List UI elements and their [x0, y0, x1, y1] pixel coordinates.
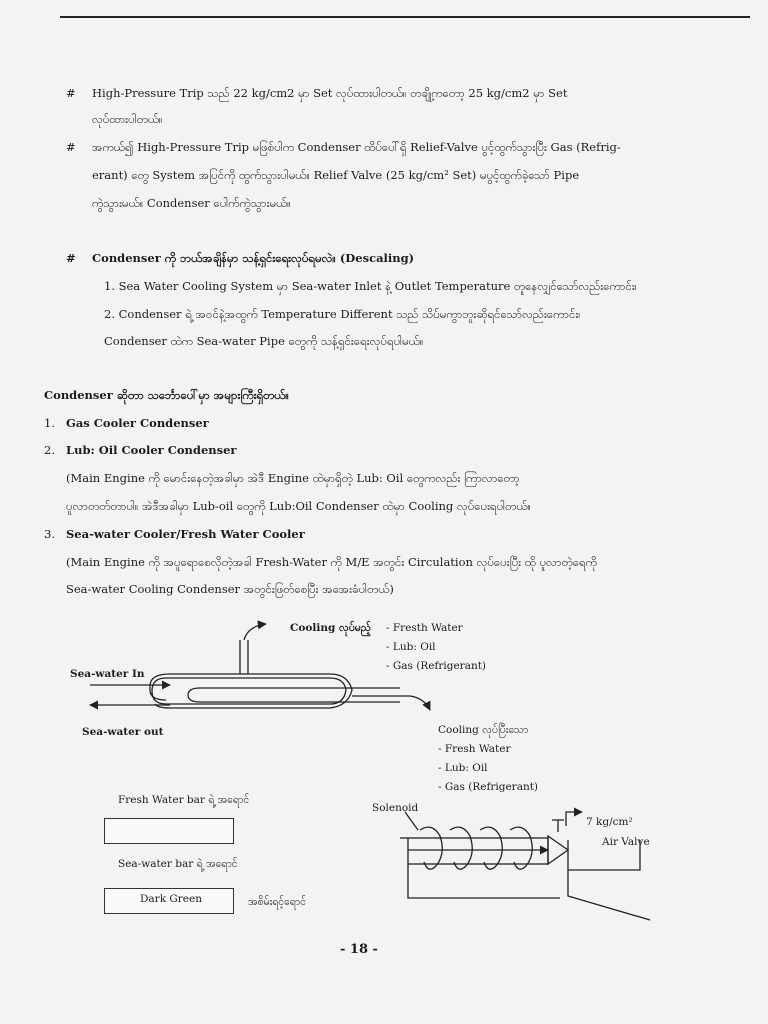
- dark-green-label: Dark Green: [140, 893, 202, 905]
- bullet-hash: #: [66, 140, 76, 154]
- sea-water-in-label: Sea-water In: [70, 668, 145, 680]
- cooling-out-label: Cooling လုပ်ပြီးသော: [438, 724, 529, 736]
- solenoid-leader: [405, 812, 418, 830]
- type-2-desc-2: ပူလာတတ်တာပါ။ အဲဒီအခါမှာ Lub-oil တွေကို Lub:Oil Condenser ထဲမှာ Cooling လုပ်ပေးရပါတယ်။: [66, 499, 531, 513]
- bullet-hash: #: [66, 251, 76, 265]
- cooling-out-item-gas: - Gas (Refrigerant): [438, 781, 539, 793]
- descaling-heading: Condenser ကို ဘယ်အချိန်မှာ သန့်ရှင်းရေးလုပ်ရမလဲ။ (Descaling): [92, 251, 415, 265]
- sea-water-out-label: Sea-water out: [82, 726, 164, 738]
- type-3-desc-2: Sea-water Cooling Condenser အတွင်းဖြတ်စေပြီး အအေးခံပါတယ်): [66, 582, 394, 596]
- bullet-hash: #: [66, 86, 76, 100]
- list-number: 2.: [44, 443, 55, 457]
- type-1-title: Gas Cooler Condenser: [66, 416, 209, 430]
- para2-line1: အကယ်၍ High-Pressure Trip မဖြစ်ပါက Condenser ထိပ်ပေါ်ရှိ Relief-Valve ပွင့်ထွက်သွားပြီး Gas (Refrig-: [92, 140, 621, 154]
- type-3-desc-1: (Main Engine ကို အပူရောစေလိုတဲ့အခါ Fresh-Water ကို M/E အတွင်း Circulation လုပ်ပေးပြီး ထို ပူလာတဲ့ရေကို: [66, 555, 597, 569]
- cooling-in-label: Cooling လုပ်မည့်: [290, 622, 371, 634]
- air-valve-label: Air Valve: [602, 836, 650, 848]
- descaling-item-2: 2. Condenser ရဲ့ အဝင်နဲ့အထွက် Temperature Different သည် သိပ်မကွာဘူးဆိုရင်သော်လည်းကောင်း၊: [104, 307, 581, 321]
- pressure-label: 7 kg/cm²: [586, 816, 633, 828]
- cooling-out-item-fresh: - Fresh Water: [438, 743, 511, 755]
- types-heading: Condenser ဆိုတာ သင်္ဘောပေါ်မှာ အများကြီးရှိတယ်။: [44, 388, 289, 402]
- solenoid-coil: [420, 827, 532, 869]
- fresh-water-swatch: [104, 818, 234, 844]
- para2-line3: ကွဲသွားမယ်။ Condenser ပေါက်ကွဲသွားမယ်။: [92, 196, 291, 210]
- cooling-in-item-gas: - Gas (Refrigerant): [386, 660, 487, 672]
- air-valve: [548, 836, 568, 864]
- solenoid-body: [408, 838, 548, 864]
- top-inlet-pipe: [240, 640, 248, 674]
- cooling-in-item-lub: - Lub: Oil: [386, 641, 436, 653]
- solenoid-label: Solenoid: [372, 802, 419, 814]
- list-number: 3.: [44, 527, 55, 541]
- para2-line2: erant) တွေ System အပြင်ကို ထွက်သွားပါမယ်။ Relief Valve (25 kg/cm² Set) မပွင့်ထွက်ခဲ့သော် Pipe: [92, 168, 580, 182]
- sea-water-bar-label: Sea-water bar ရဲ့ အရောင်: [118, 858, 238, 870]
- fresh-water-bar-label: Fresh Water bar ရဲ့ အရောင်: [118, 794, 250, 806]
- page-number: - 18 -: [340, 942, 378, 957]
- type-3-title: Sea-water Cooler/Fresh Water Cooler: [66, 527, 305, 541]
- para1-line1: High-Pressure Trip သည် 22 kg/cm2 မှာ Set လုပ်ထားပါတယ်။ တချို့ကတော့ 25 kg/cm2 မှာ Set: [92, 86, 568, 100]
- dark-green-myanmar-label: အစိမ်းရင့်ရောင်: [248, 896, 306, 908]
- para1-line2: လုပ်ထားပါတယ်။: [92, 112, 163, 126]
- descaling-item-1: 1. Sea Water Cooling System မှာ Sea-water Inlet နဲ့ Outlet Temperature တူနေလျှင်သော်လည်းကောင်း၊: [104, 279, 637, 293]
- type-2-desc-1: (Main Engine ကို မောင်းနေတဲ့အခါမှာ အဲဒီ Engine ထဲမှာရှိတဲ့ Lub: Oil တွေကလည်း ကြာလာတော့: [66, 471, 520, 485]
- cooling-out-item-lub: - Lub: Oil: [438, 762, 488, 774]
- u-tube: [188, 688, 400, 702]
- list-number: 1.: [44, 416, 55, 430]
- descaling-item-3: Condenser ထဲက Sea-water Pipe တွေကို သန့်ရှင်းရေးလုပ်ရပါမယ်။: [104, 334, 424, 348]
- type-2-title: Lub: Oil Cooler Condenser: [66, 443, 237, 457]
- condenser-shell: [150, 674, 352, 708]
- cooling-in-item-fresh: - Fresth Water: [386, 622, 463, 634]
